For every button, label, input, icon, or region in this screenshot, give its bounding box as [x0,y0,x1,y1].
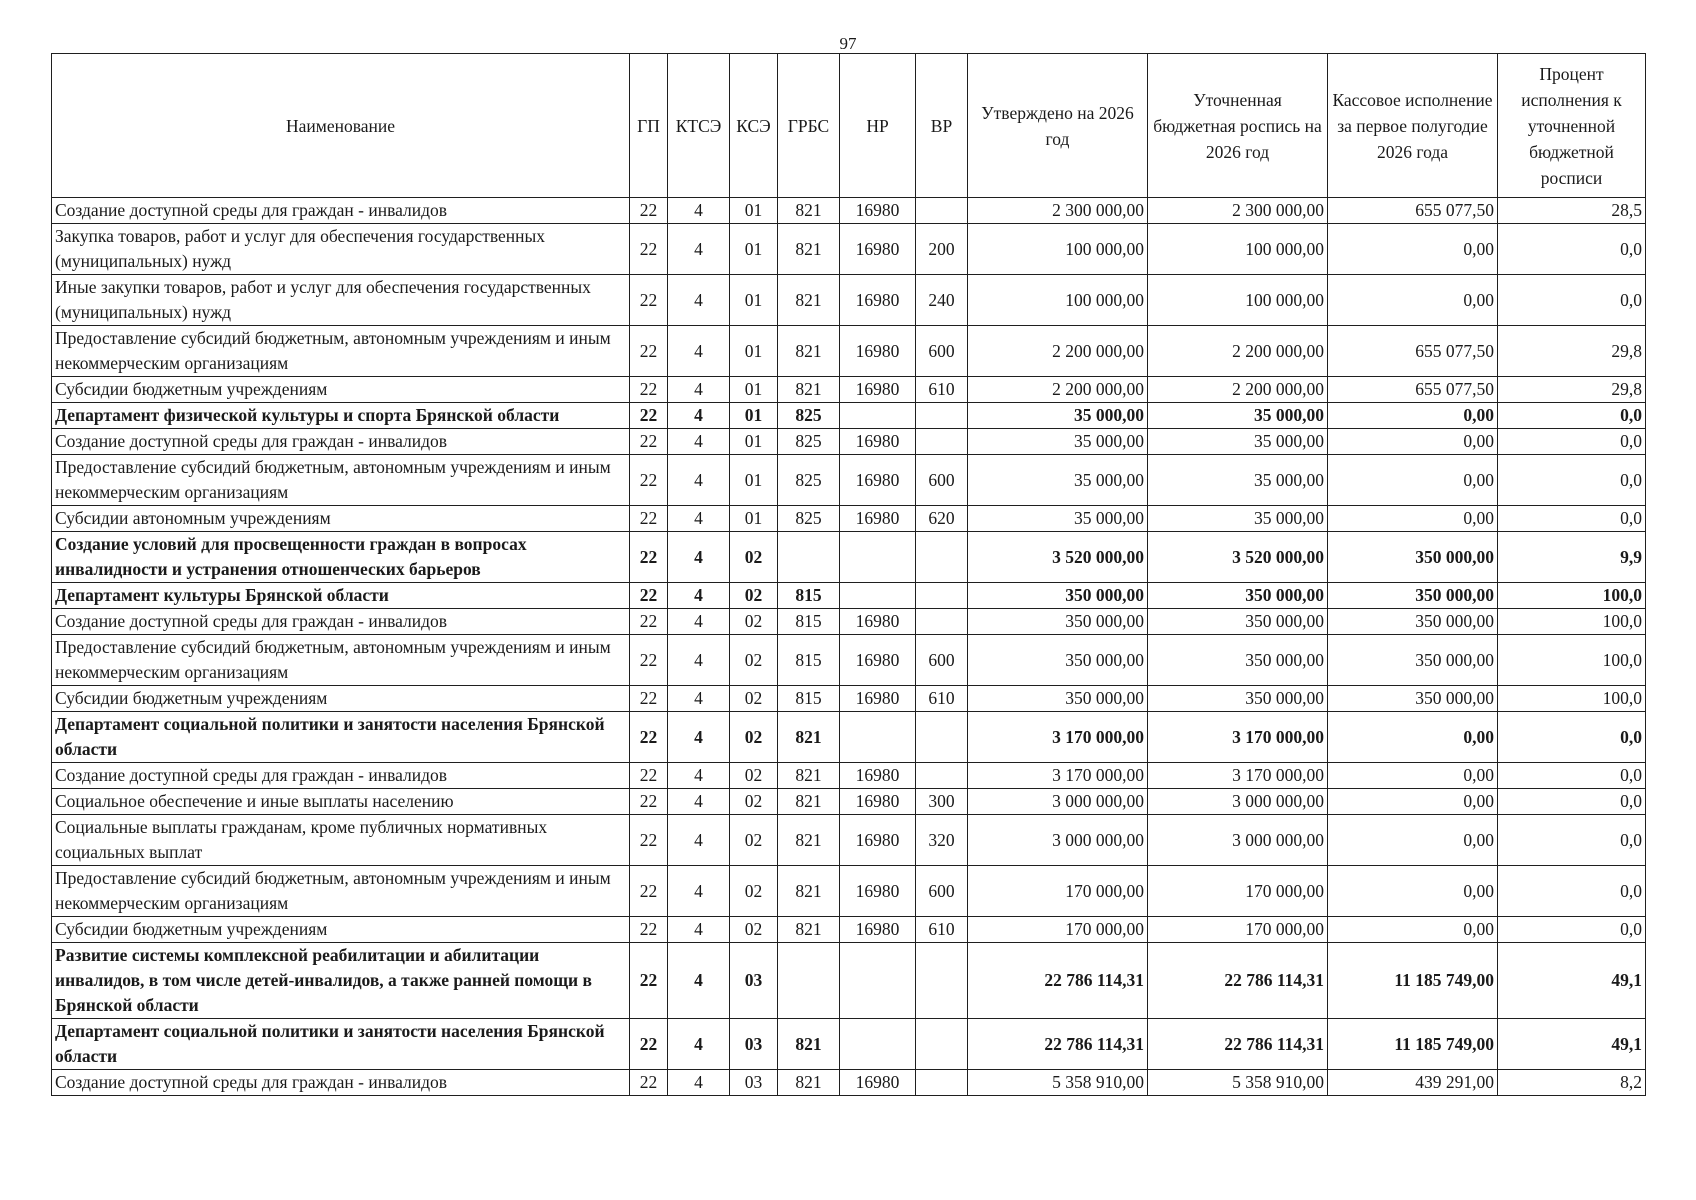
cell-percent: 29,8 [1498,377,1646,403]
cell-nr: 16980 [840,198,916,224]
cell-name: Предоставление субсидий бюджетным, автономным учреждениям и иным некоммерческим организациям [52,635,630,686]
cell-gp: 22 [630,763,668,789]
cell-name: Создание условий для просвещенности граждан в вопросах инвалидности и устранения отношенческих барьеров [52,532,630,583]
cell-ktse: 4 [668,789,730,815]
cell-cash: 11 185 749,00 [1328,943,1498,1019]
cell-grbs: 815 [778,635,840,686]
cell-kse: 03 [730,943,778,1019]
table-row [52,532,1646,583]
cell-gp: 22 [630,943,668,1019]
cell-kse: 01 [730,429,778,455]
cell-name: Создание доступной среды для граждан - инвалидов [52,429,630,455]
cell-name: Закупка товаров, работ и услуг для обеспечения государственных (муниципальных) нужд [52,224,630,275]
cell-gp: 22 [630,789,668,815]
cell-percent: 49,1 [1498,943,1646,1019]
col-percent-header: Процент исполнения к уточненной бюджетной росписи [1498,54,1646,198]
cell-name: Создание доступной среды для граждан - инвалидов [52,763,630,789]
cell-name: Департамент социальной политики и занятости населения Брянской области [52,712,630,763]
cell-approved: 2 300 000,00 [968,198,1148,224]
cell-nr: 16980 [840,686,916,712]
table-row [52,815,1646,866]
cell-kse: 02 [730,866,778,917]
cell-percent: 0,0 [1498,506,1646,532]
cell-gp: 22 [630,326,668,377]
cell-name: Иные закупки товаров, работ и услуг для обеспечения государственных (муниципальных) нужд [52,275,630,326]
cell-approved: 35 000,00 [968,403,1148,429]
cell-revised: 350 000,00 [1148,635,1328,686]
cell-percent: 49,1 [1498,1019,1646,1070]
cell-grbs: 815 [778,583,840,609]
cell-nr: 16980 [840,789,916,815]
cell-ktse: 4 [668,403,730,429]
cell-revised: 2 200 000,00 [1148,377,1328,403]
cell-gp: 22 [630,866,668,917]
cell-gp: 22 [630,377,668,403]
cell-cash: 439 291,00 [1328,1070,1498,1096]
cell-name: Субсидии бюджетным учреждениям [52,917,630,943]
cell-grbs: 821 [778,789,840,815]
cell-revised: 350 000,00 [1148,583,1328,609]
cell-nr: 16980 [840,866,916,917]
cell-ktse: 4 [668,609,730,635]
cell-name: Социальное обеспечение и иные выплаты населению [52,789,630,815]
cell-vr: 610 [916,377,968,403]
cell-gp: 22 [630,275,668,326]
cell-revised: 100 000,00 [1148,224,1328,275]
cell-approved: 350 000,00 [968,609,1148,635]
cell-kse: 01 [730,326,778,377]
col-nr-header: НР [840,54,916,198]
cell-vr [916,583,968,609]
cell-approved: 3 520 000,00 [968,532,1148,583]
cell-ktse: 4 [668,635,730,686]
cell-nr: 16980 [840,326,916,377]
cell-ktse: 4 [668,326,730,377]
cell-gp: 22 [630,917,668,943]
cell-percent: 100,0 [1498,686,1646,712]
table-row [52,455,1646,506]
cell-percent: 0,0 [1498,455,1646,506]
cell-revised: 35 000,00 [1148,429,1328,455]
cell-grbs: 825 [778,403,840,429]
table-row [52,1019,1646,1070]
cell-ktse: 4 [668,815,730,866]
cell-name: Социальные выплаты гражданам, кроме публичных нормативных социальных выплат [52,815,630,866]
cell-revised: 350 000,00 [1148,686,1328,712]
col-vr-header: ВР [916,54,968,198]
cell-ktse: 4 [668,455,730,506]
cell-nr [840,532,916,583]
cell-vr: 240 [916,275,968,326]
table-row [52,712,1646,763]
cell-kse: 02 [730,583,778,609]
cell-approved: 170 000,00 [968,917,1148,943]
cell-percent: 0,0 [1498,275,1646,326]
cell-name: Создание доступной среды для граждан - инвалидов [52,609,630,635]
cell-approved: 35 000,00 [968,429,1148,455]
cell-revised: 2 300 000,00 [1148,198,1328,224]
cell-revised: 170 000,00 [1148,866,1328,917]
cell-name: Субсидии бюджетным учреждениям [52,377,630,403]
table-row [52,1070,1646,1096]
cell-vr [916,532,968,583]
cell-approved: 100 000,00 [968,224,1148,275]
cell-kse: 01 [730,506,778,532]
cell-ktse: 4 [668,1019,730,1070]
cell-gp: 22 [630,1019,668,1070]
cell-name: Департамент культуры Брянской области [52,583,630,609]
cell-gp: 22 [630,224,668,275]
cell-cash: 0,00 [1328,763,1498,789]
cell-approved: 3 170 000,00 [968,712,1148,763]
col-grbs-header: ГРБС [778,54,840,198]
cell-approved: 350 000,00 [968,686,1148,712]
cell-grbs: 821 [778,377,840,403]
cell-name: Субсидии бюджетным учреждениям [52,686,630,712]
cell-nr: 16980 [840,506,916,532]
cell-nr: 16980 [840,917,916,943]
cell-gp: 22 [630,1070,668,1096]
cell-gp: 22 [630,815,668,866]
cell-kse: 02 [730,815,778,866]
cell-kse: 02 [730,917,778,943]
cell-cash: 350 000,00 [1328,635,1498,686]
table-row [52,866,1646,917]
cell-grbs: 821 [778,275,840,326]
cell-revised: 170 000,00 [1148,917,1328,943]
cell-vr: 610 [916,686,968,712]
cell-vr [916,403,968,429]
cell-cash: 0,00 [1328,917,1498,943]
cell-vr [916,712,968,763]
cell-grbs: 821 [778,763,840,789]
cell-approved: 2 200 000,00 [968,326,1148,377]
cell-revised: 35 000,00 [1148,506,1328,532]
cell-vr: 600 [916,866,968,917]
cell-ktse: 4 [668,763,730,789]
cell-percent: 0,0 [1498,815,1646,866]
cell-revised: 3 520 000,00 [1148,532,1328,583]
cell-revised: 35 000,00 [1148,455,1328,506]
cell-name: Предоставление субсидий бюджетным, автономным учреждениям и иным некоммерческим организациям [52,455,630,506]
cell-percent: 0,0 [1498,712,1646,763]
col-kse-header: КСЭ [730,54,778,198]
cell-cash: 0,00 [1328,789,1498,815]
cell-kse: 02 [730,789,778,815]
cell-cash: 0,00 [1328,815,1498,866]
cell-nr [840,583,916,609]
table-row [52,789,1646,815]
cell-grbs [778,532,840,583]
cell-nr: 16980 [840,609,916,635]
cell-percent: 0,0 [1498,403,1646,429]
cell-approved: 22 786 114,31 [968,943,1148,1019]
cell-kse: 01 [730,403,778,429]
table-row [52,377,1646,403]
budget-execution-table [51,53,1646,1096]
cell-percent: 28,5 [1498,198,1646,224]
cell-revised: 100 000,00 [1148,275,1328,326]
cell-cash: 0,00 [1328,866,1498,917]
cell-grbs: 821 [778,815,840,866]
cell-grbs [778,943,840,1019]
cell-vr [916,763,968,789]
col-approved-header: Утверждено на 2026 год [968,54,1148,198]
cell-percent: 0,0 [1498,917,1646,943]
cell-vr: 320 [916,815,968,866]
cell-revised: 22 786 114,31 [1148,943,1328,1019]
cell-gp: 22 [630,429,668,455]
table-row [52,635,1646,686]
cell-approved: 35 000,00 [968,506,1148,532]
cell-grbs: 821 [778,198,840,224]
cell-approved: 3 170 000,00 [968,763,1148,789]
cell-approved: 5 358 910,00 [968,1070,1148,1096]
cell-name: Департамент социальной политики и занятости населения Брянской области [52,1019,630,1070]
cell-cash: 0,00 [1328,712,1498,763]
cell-ktse: 4 [668,583,730,609]
page-number: 97 [839,34,857,53]
cell-percent: 0,0 [1498,866,1646,917]
table-row [52,198,1646,224]
cell-revised: 3 170 000,00 [1148,712,1328,763]
table-row [52,583,1646,609]
cell-cash: 655 077,50 [1328,198,1498,224]
cell-grbs: 825 [778,455,840,506]
cell-approved: 350 000,00 [968,583,1148,609]
cell-gp: 22 [630,455,668,506]
table-row [52,506,1646,532]
cell-revised: 35 000,00 [1148,403,1328,429]
cell-nr: 16980 [840,815,916,866]
cell-gp: 22 [630,506,668,532]
cell-kse: 02 [730,635,778,686]
cell-revised: 3 000 000,00 [1148,815,1328,866]
cell-cash: 0,00 [1328,275,1498,326]
cell-name: Развитие системы комплексной реабилитации и абилитации инвалидов, в том числе детей-инвалидов, а также ранней помощи в Брянской области [52,943,630,1019]
cell-ktse: 4 [668,943,730,1019]
cell-ktse: 4 [668,506,730,532]
cell-grbs: 821 [778,1070,840,1096]
cell-grbs: 825 [778,429,840,455]
cell-cash: 655 077,50 [1328,377,1498,403]
cell-grbs: 821 [778,866,840,917]
cell-percent: 8,2 [1498,1070,1646,1096]
cell-nr: 16980 [840,224,916,275]
table-body [52,198,1646,1096]
cell-vr: 600 [916,326,968,377]
cell-revised: 2 200 000,00 [1148,326,1328,377]
cell-nr: 16980 [840,763,916,789]
cell-kse: 01 [730,198,778,224]
cell-kse: 03 [730,1019,778,1070]
cell-revised: 3 000 000,00 [1148,789,1328,815]
table-row [52,917,1646,943]
cell-cash: 350 000,00 [1328,609,1498,635]
cell-nr: 16980 [840,635,916,686]
cell-cash: 350 000,00 [1328,686,1498,712]
cell-grbs: 821 [778,326,840,377]
cell-ktse: 4 [668,686,730,712]
cell-cash: 11 185 749,00 [1328,1019,1498,1070]
col-name-header: Наименование [52,54,630,198]
cell-cash: 0,00 [1328,224,1498,275]
cell-gp: 22 [630,635,668,686]
cell-grbs: 821 [778,1019,840,1070]
cell-name: Департамент физической культуры и спорта Брянской области [52,403,630,429]
cell-percent: 0,0 [1498,763,1646,789]
cell-grbs: 821 [778,712,840,763]
cell-cash: 0,00 [1328,506,1498,532]
cell-ktse: 4 [668,224,730,275]
cell-revised: 22 786 114,31 [1148,1019,1328,1070]
cell-kse: 02 [730,712,778,763]
cell-grbs: 815 [778,686,840,712]
cell-grbs: 821 [778,917,840,943]
cell-percent: 0,0 [1498,789,1646,815]
col-gp-header: ГП [630,54,668,198]
table-row [52,686,1646,712]
cell-approved: 2 200 000,00 [968,377,1148,403]
cell-kse: 01 [730,377,778,403]
cell-percent: 9,9 [1498,532,1646,583]
cell-cash: 350 000,00 [1328,583,1498,609]
cell-approved: 22 786 114,31 [968,1019,1148,1070]
cell-nr: 16980 [840,1070,916,1096]
cell-percent: 100,0 [1498,609,1646,635]
cell-percent: 100,0 [1498,635,1646,686]
cell-kse: 02 [730,532,778,583]
col-cash-header: Кассовое исполнение за первое полугодие 2026 года [1328,54,1498,198]
cell-cash: 350 000,00 [1328,532,1498,583]
col-revised-header: Уточненная бюджетная роспись на 2026 год [1148,54,1328,198]
cell-ktse: 4 [668,377,730,403]
cell-ktse: 4 [668,429,730,455]
cell-nr [840,712,916,763]
table-row [52,403,1646,429]
cell-gp: 22 [630,712,668,763]
cell-nr: 16980 [840,429,916,455]
cell-cash: 655 077,50 [1328,326,1498,377]
cell-kse: 01 [730,224,778,275]
cell-vr: 600 [916,635,968,686]
cell-nr [840,943,916,1019]
cell-revised: 5 358 910,00 [1148,1070,1328,1096]
cell-percent: 0,0 [1498,224,1646,275]
cell-nr: 16980 [840,455,916,506]
header-row [52,54,1646,198]
cell-ktse: 4 [668,712,730,763]
cell-revised: 350 000,00 [1148,609,1328,635]
cell-approved: 350 000,00 [968,635,1148,686]
cell-vr: 620 [916,506,968,532]
table-row [52,943,1646,1019]
cell-grbs: 821 [778,224,840,275]
cell-approved: 170 000,00 [968,866,1148,917]
cell-nr: 16980 [840,377,916,403]
cell-vr: 610 [916,917,968,943]
cell-vr: 600 [916,455,968,506]
cell-kse: 02 [730,609,778,635]
cell-name: Создание доступной среды для граждан - инвалидов [52,1070,630,1096]
table-row [52,609,1646,635]
cell-name: Субсидии автономным учреждениям [52,506,630,532]
cell-vr [916,429,968,455]
cell-revised: 3 170 000,00 [1148,763,1328,789]
cell-ktse: 4 [668,198,730,224]
cell-cash: 0,00 [1328,403,1498,429]
cell-approved: 3 000 000,00 [968,815,1148,866]
cell-ktse: 4 [668,866,730,917]
cell-kse: 02 [730,686,778,712]
table-row [52,763,1646,789]
cell-kse: 02 [730,763,778,789]
cell-gp: 22 [630,198,668,224]
cell-gp: 22 [630,583,668,609]
cell-gp: 22 [630,532,668,583]
cell-name: Предоставление субсидий бюджетным, автономным учреждениям и иным некоммерческим организациям [52,326,630,377]
cell-approved: 100 000,00 [968,275,1148,326]
col-ktse-header: КТСЭ [668,54,730,198]
table-row [52,326,1646,377]
cell-nr [840,1019,916,1070]
cell-vr [916,198,968,224]
cell-ktse: 4 [668,917,730,943]
cell-gp: 22 [630,686,668,712]
cell-nr [840,403,916,429]
cell-vr: 300 [916,789,968,815]
cell-ktse: 4 [668,1070,730,1096]
cell-vr [916,609,968,635]
cell-percent: 100,0 [1498,583,1646,609]
table-header [52,54,1646,198]
cell-gp: 22 [630,403,668,429]
cell-vr: 200 [916,224,968,275]
cell-cash: 0,00 [1328,455,1498,506]
cell-cash: 0,00 [1328,429,1498,455]
cell-percent: 29,8 [1498,326,1646,377]
cell-name: Создание доступной среды для граждан - инвалидов [52,198,630,224]
cell-gp: 22 [630,609,668,635]
cell-kse: 01 [730,275,778,326]
cell-vr [916,1019,968,1070]
cell-grbs: 815 [778,609,840,635]
table-row [52,275,1646,326]
cell-grbs: 825 [778,506,840,532]
table-row [52,429,1646,455]
cell-ktse: 4 [668,275,730,326]
cell-ktse: 4 [668,532,730,583]
cell-nr: 16980 [840,275,916,326]
cell-vr [916,1070,968,1096]
cell-kse: 01 [730,455,778,506]
cell-percent: 0,0 [1498,429,1646,455]
cell-approved: 3 000 000,00 [968,789,1148,815]
table-row [52,224,1646,275]
cell-name: Предоставление субсидий бюджетным, автономным учреждениям и иным некоммерческим организациям [52,866,630,917]
cell-kse: 03 [730,1070,778,1096]
cell-approved: 35 000,00 [968,455,1148,506]
cell-vr [916,943,968,1019]
